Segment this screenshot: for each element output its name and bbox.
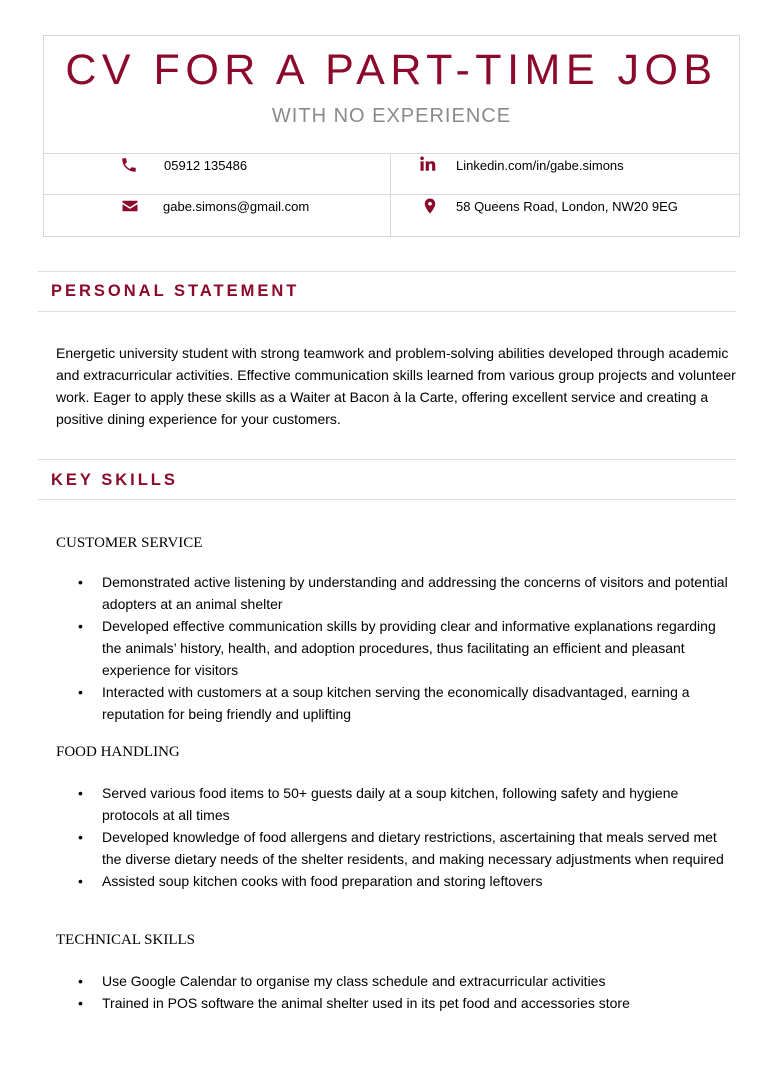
personal-statement-heading: PERSONAL STATEMENT [51, 282, 300, 300]
page-title: CV FOR A PART-TIME JOB [65, 46, 718, 94]
key-skills-heading: KEY SKILLS [51, 471, 178, 489]
skill-list [56, 782, 736, 892]
email-address: gabe.simons@gmail.com [163, 199, 310, 214]
section-divider [38, 311, 736, 312]
list-item: • Trained in POS software the animal shelter used in its pet food and accessories store [102, 992, 736, 1014]
linkedin-url: Linkedin.com/in/gabe.simons [456, 158, 624, 173]
section-divider [38, 271, 736, 272]
linkedin-icon [419, 155, 437, 173]
list-item: • Use Google Calendar to organise my class schedule and extracurricular activities [102, 970, 736, 992]
list-item: • Demonstrated active listening by understanding and addressing the concerns of visitors and potential adopters at an animal shelter [102, 571, 736, 615]
personal-statement-text: Energetic university student with strong teamwork and problem-solving abilities developed through academic and extracurricular activities. Effective communication skills learned from various group projects and volunteer work. Eager to apply these skills as a Waiter at Bacon à la Carte, offering excellent service and creating a positive dining experience for your customers. [56, 345, 736, 427]
list-item: • Served various food items to 50+ guests daily at a soup kitchen, following safety and hygiene protocols at all times [102, 782, 736, 826]
skill-group-title: FOOD HANDLING [56, 744, 180, 760]
section-divider [38, 459, 736, 460]
contact-divider [43, 194, 740, 195]
list-item: • Interacted with customers at a soup kitchen serving the economically disadvantaged, earning a reputation for being friendly and uplifting [102, 681, 736, 725]
section-divider [38, 499, 736, 500]
list-item: • Developed effective communication skills by providing clear and informative explanations regarding the animals’ history, health, and adoption procedures, thus facilitating an efficient and pleasant experience for visitors [102, 615, 736, 681]
contact-grid [43, 153, 740, 238]
phone-icon [120, 156, 138, 174]
postal-address: 58 Queens Road, London, NW20 9EG [456, 199, 678, 214]
list-item: • Assisted soup kitchen cooks with food preparation and storing leftovers [102, 870, 736, 892]
location-pin-icon [421, 197, 439, 215]
skill-group-title: CUSTOMER SERVICE [56, 535, 203, 551]
phone-number: 05912 135486 [164, 158, 248, 173]
cv-header [43, 35, 740, 237]
page-subtitle: WITH NO EXPERIENCE [271, 105, 512, 127]
skill-list [56, 970, 736, 1014]
skill-list [56, 571, 736, 725]
list-item: • Developed knowledge of food allergens and dietary restrictions, ascertaining that meals served met the diverse dietary needs of the shelter residents, and making necessary adjustments when required [102, 826, 736, 870]
contact-divider [43, 153, 740, 154]
email-icon [121, 197, 139, 215]
skill-group-title: TECHNICAL SKILLS [56, 932, 196, 948]
contact-divider [390, 153, 391, 237]
